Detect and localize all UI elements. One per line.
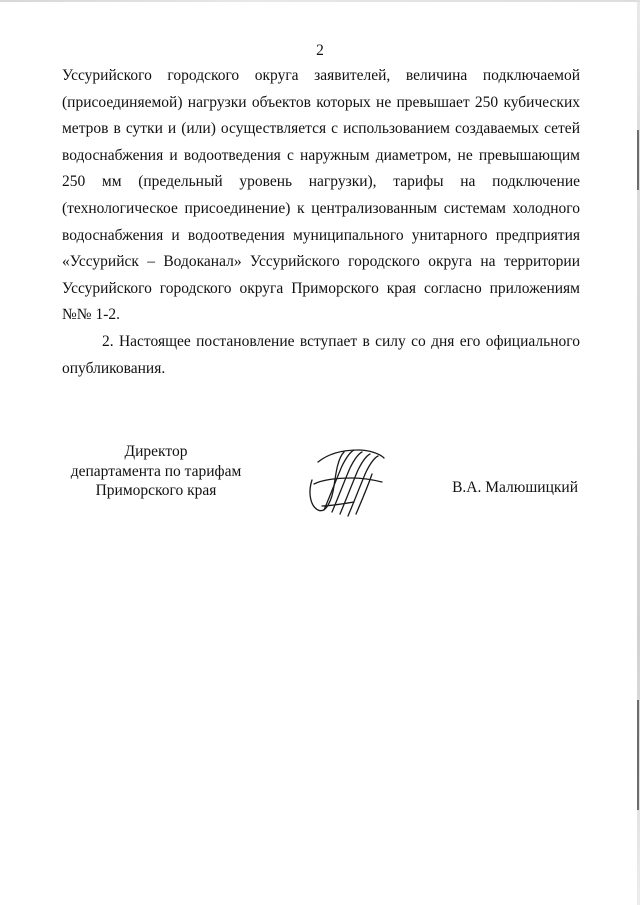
paragraph-continuation bbox=[62, 63, 580, 329]
signatory-title-line: департамента по тарифам bbox=[70, 462, 242, 480]
text-line: «Уссурийск – Водоканал» Уссурийского городского округа на территории bbox=[62, 253, 580, 271]
text-line: водоснабжения и водоотведения муниципального унитарного предприятия bbox=[62, 226, 580, 244]
text-line: Уссурийского городского округа заявителей, величина подключаемой bbox=[62, 67, 580, 84]
paragraph-effective-date bbox=[62, 329, 580, 382]
text-line: №№ 1-2. bbox=[62, 306, 120, 324]
signatory-title-line: Приморского края bbox=[95, 482, 217, 500]
text-line: метров в сутки и (или) осуществляется с использованием создаваемых сетей bbox=[62, 120, 580, 138]
scan-mark bbox=[637, 130, 639, 190]
signatory-name: В.А. Малюшицкий bbox=[452, 479, 578, 496]
text-line: Уссурийского городского округа Приморского края согласно приложениям bbox=[62, 279, 580, 297]
handwritten-signature bbox=[302, 440, 388, 522]
text-line: (технологическое присоединение) к централизованным системам холодного bbox=[62, 199, 580, 217]
text-line: водоснабжения и водоотведения с наружным диаметром, не превышающим bbox=[62, 146, 580, 164]
scan-mark bbox=[637, 700, 639, 810]
page-number: 2 bbox=[316, 42, 324, 59]
text-line: 250 мм (предельный уровень нагрузки), тарифы на подключение bbox=[62, 173, 580, 191]
text-line: 2. Настоящее постановление вступает в силу со дня его официального bbox=[102, 332, 580, 350]
scan-edge-top bbox=[0, 0, 640, 2]
signatory-title-line: Директор bbox=[124, 443, 188, 460]
text-line: (присоединяемой) нагрузки объектов которых не превышает 250 кубических bbox=[62, 93, 580, 111]
signatory-title bbox=[52, 442, 260, 501]
text-line: опубликования. bbox=[62, 359, 166, 377]
document-body bbox=[62, 63, 580, 382]
